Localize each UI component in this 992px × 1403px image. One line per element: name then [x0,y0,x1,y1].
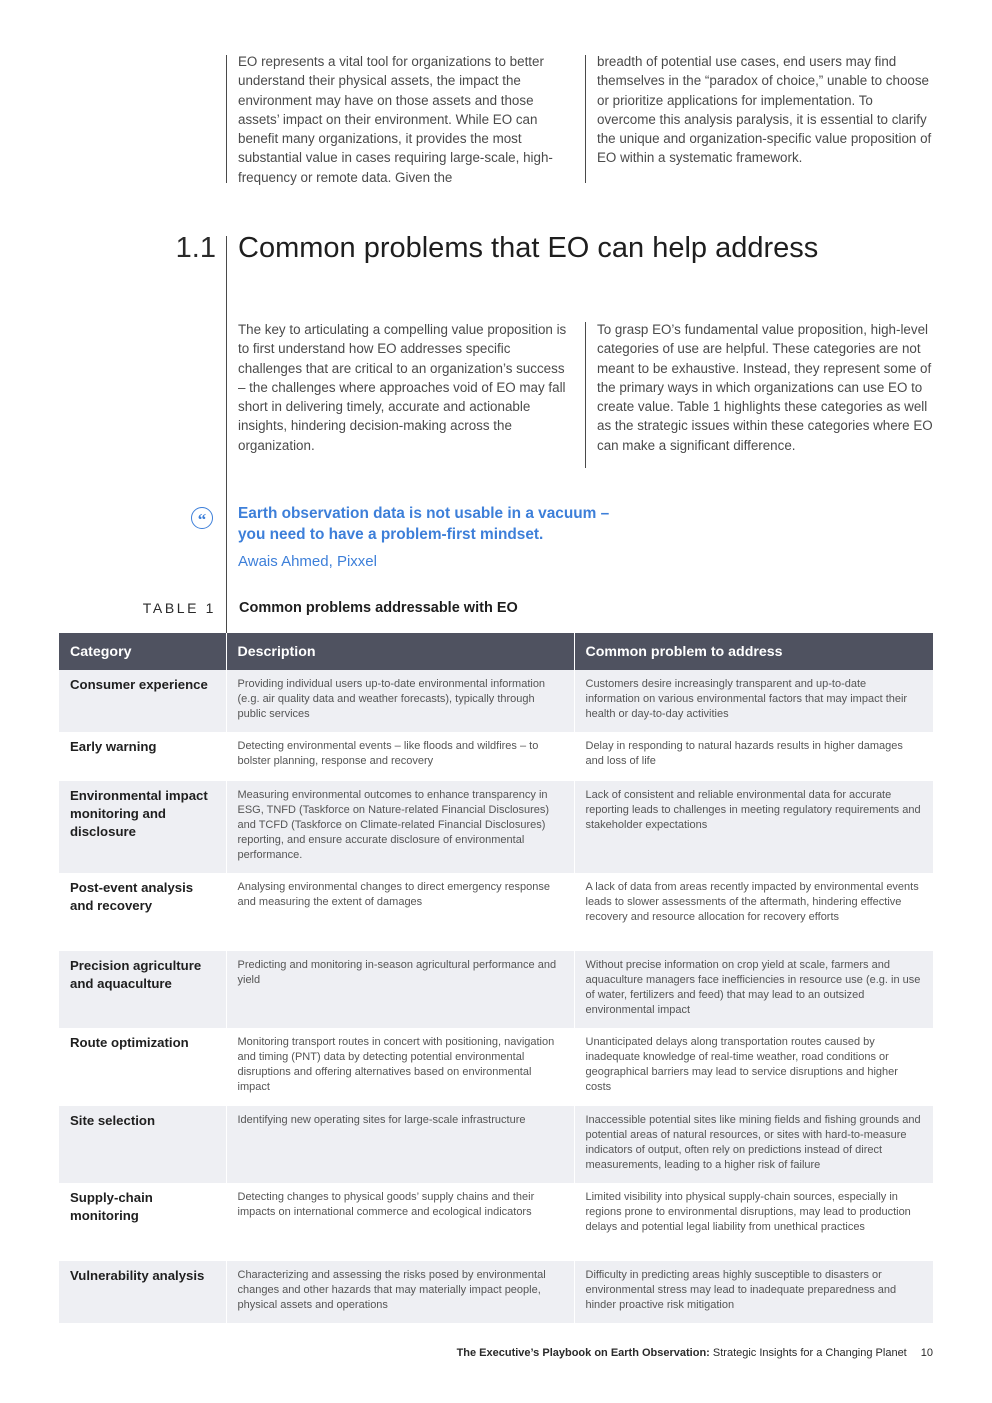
row-category: Post-event analysis and recovery [59,873,226,951]
row-description: Monitoring transport routes in concert with positioning, navigation and timing (PNT) data by detecting potential environmental disruptions and offering alternatives based on environmental impact [226,1028,574,1106]
row-problem: Lack of consistent and reliable environmental data for accurate reporting leads to challenges in meeting regulatory requirements and stakeholder expectations [574,781,933,873]
table-row [59,1183,933,1261]
row-description: Characterizing and assessing the risks posed by environmental changes and other hazards that may materially impact people, physical assets and operations [226,1261,574,1323]
table-label: TABLE 1 [142,600,216,616]
table-row [59,732,933,781]
row-category: Supply-chain monitoring [59,1183,226,1261]
row-category: Site selection [59,1106,226,1183]
table-header-row [59,633,933,670]
quote-icon: “ [191,507,213,529]
intro-col2-rule [585,55,586,183]
row-problem: Customers desire increasingly transparent and up-to-date information on various environmental factors that may impact their health or day-to-day activities [574,670,933,732]
table-row [59,873,933,951]
footer-title-rest: Strategic Insights for a Changing Planet [709,1347,907,1359]
page-footer [457,1347,933,1359]
section-title: Common problems that EO can help address [238,232,819,264]
section-number: 1.1 [175,232,216,264]
intro-paragraph-left: EO represents a vital tool for organizations to better understand their physical assets, the impact the environment may have on those assets and those assets’ impact on their environment. While EO can benefit many organizations, it provides the most substantial value in cases requiring large-scale, high-frequency or remote data. Given the [238,54,553,185]
row-problem: A lack of data from areas recently impacted by environmental events leads to slower assessments of the aftermath, hindering effective recovery and resource allocation for recovery efforts [574,873,933,951]
table-row [59,1261,933,1323]
table-row [59,1106,933,1183]
row-problem: Without precise information on crop yield at scale, farmers and aquaculture managers face inefficiencies in resource use (e.g. in use of water, fertilizers and feed) that may lead to an outsized environmental impact [574,951,933,1028]
row-problem: Difficulty in predicting areas highly susceptible to disasters or environmental stress may lead to inadequate preparedness and hinder proactive risk mitigation [574,1261,933,1323]
quote-attribution: Awais Ahmed, Pixxel [238,553,377,570]
table-row [59,781,933,873]
row-category: Environmental impact monitoring and disclosure [59,781,226,873]
header-problem: Common problem to address [574,633,933,670]
row-description: Measuring environmental outcomes to enhance transparency in ESG, TNFD (Taskforce on Nature-related Financial Disclosures) and TCFD (Taskforce on Climate-related Financial Disclosures) reporting, and ensure accurate disclosure of environmental performance. [226,781,574,873]
intro-paragraph-right: breadth of potential use cases, end users may find themselves in the “paradox of choice,” unable to choose or prioritize applications for implementation. To overcome this analysis paralysis, it is essential to clarify the unique and organization-specific value proposition of EO within a systematic framework. [597,54,932,166]
section-rule [226,236,227,633]
footer-title-bold: The Executive’s Playbook on Earth Observation: [456,1347,710,1359]
row-description: Analysing environmental changes to direct emergency response and measuring the extent of damages [226,873,574,951]
header-description: Description [226,633,574,670]
row-category: Route optimization [59,1028,226,1106]
table-row [59,951,933,1028]
table-title: Common problems addressable with EO [239,600,518,616]
row-problem: Limited visibility into physical supply-chain sources, especially in regions prone to environmental disruptions, may lead to production delays and potential legal liability from unethical practices [574,1183,933,1261]
row-description: Predicting and monitoring in-season agricultural performance and yield [226,951,574,1028]
page-number: 10 [920,1347,933,1359]
row-description: Detecting changes to physical goods’ supply chains and their impacts on international commerce and ecological indicators [226,1183,574,1261]
table-row [59,1028,933,1106]
row-category: Vulnerability analysis [59,1261,226,1323]
section-paragraph-left: The key to articulating a compelling value proposition is to first understand how EO addresses specific challenges that are critical to an organization’s success – the challenges where approaches void of EO may fall short in delivering timely, accurate and actionable insights, hindering decision-making across the organization. [238,322,567,453]
table-row [59,670,933,732]
row-description: Identifying new operating sites for large-scale infrastructure [226,1106,574,1183]
row-category: Early warning [59,732,226,781]
row-problem: Inaccessible potential sites like mining fields and fishing grounds and potential areas of natural resources, or sites with hard-to-measure indicators of output, often rely on predictions instead of direct measurements, leading to a higher risk of failure [574,1106,933,1183]
pull-quote-line-2: you need to have a problem-first mindset. [238,526,544,543]
row-category: Precision agriculture and aquaculture [59,951,226,1028]
section-paragraph-right: To grasp EO’s fundamental value proposition, high-level categories of use are helpful. These categories are not meant to be exhaustive. Instead, they represent some of the primary ways in which organizations can use EO to create value. Table 1 highlights these categories as well as the strategic issues within these categories where EO can make a significant difference. [597,322,933,453]
intro-col1-rule [226,55,227,183]
row-description: Providing individual users up-to-date environmental information (e.g. air quality data and weather forecasts), typically through public services [226,670,574,732]
row-problem: Delay in responding to natural hazards results in higher damages and loss of life [574,732,933,781]
pull-quote [238,503,658,545]
row-category: Consumer experience [59,670,226,732]
header-category: Category [59,633,226,670]
pull-quote-line-1: Earth observation data is not usable in a vacuum – [238,505,610,522]
problems-table [59,633,933,1323]
row-description: Detecting environmental events – like floods and wildfires – to bolster planning, response and recovery [226,732,574,781]
row-problem: Unanticipated delays along transportation routes caused by inadequate knowledge of real-time weather, road conditions or geographical barriers may lead to service disruptions and higher costs [574,1028,933,1106]
section-col2-rule [585,322,586,468]
